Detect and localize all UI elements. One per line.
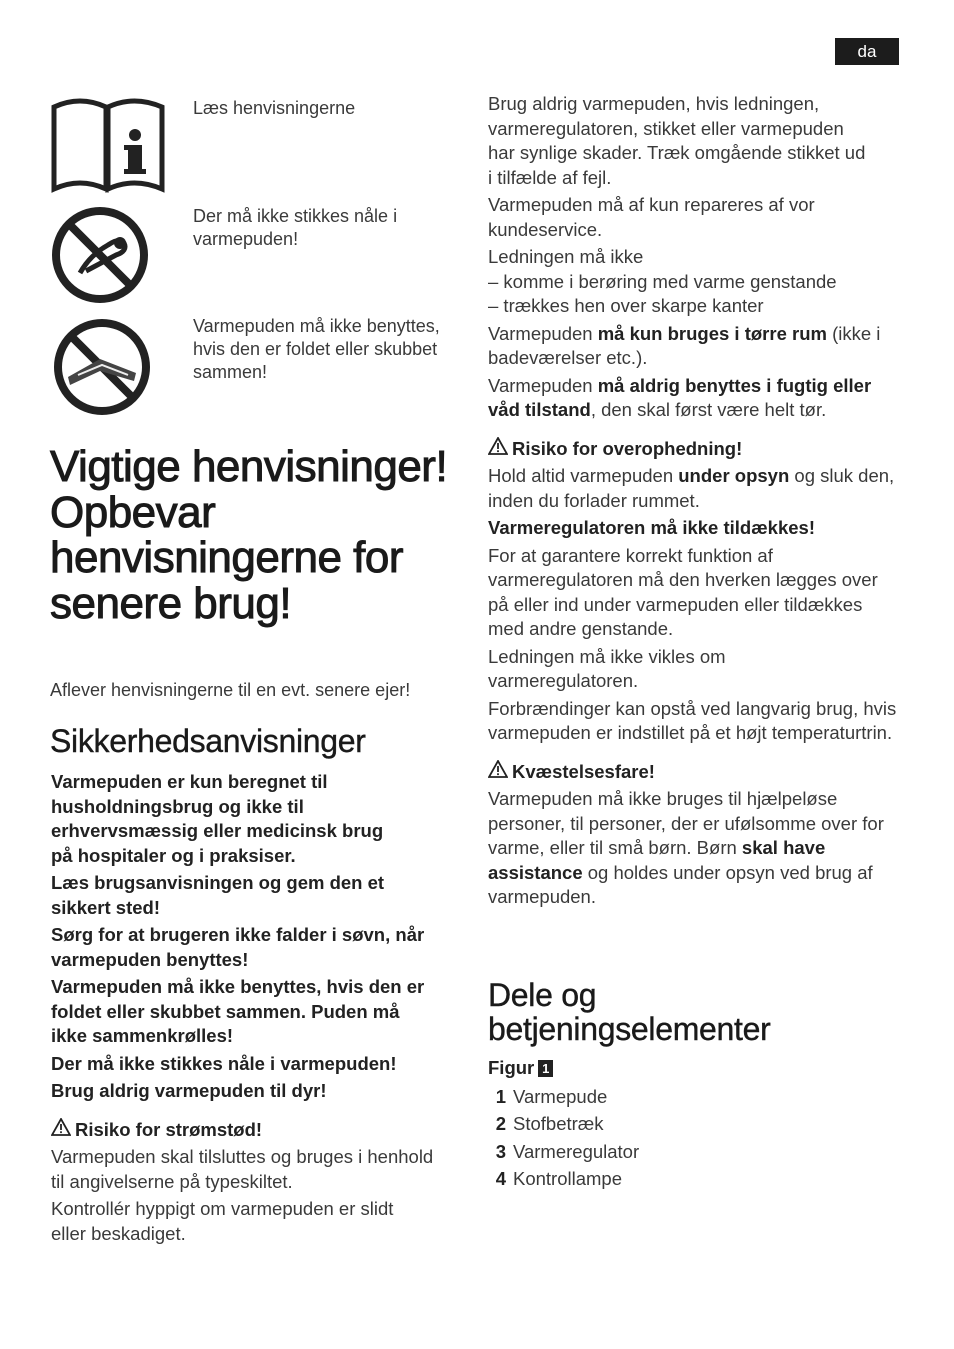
parts-heading: Dele og betjeningselementer xyxy=(488,977,771,1047)
safety-paragraph: Varmepuden må ikke benyttes, hvis den er foldet eller skubbet sammen. Puden må ikke sammenkrølles! xyxy=(51,976,425,1046)
language-badge: da xyxy=(835,38,899,65)
warning-triangle-icon xyxy=(51,1118,75,1143)
icon-caption: Varmepuden må ikke benyttes, hvis den er foldet eller skubbet sammen! xyxy=(193,316,440,382)
figure-number: 1 xyxy=(538,1060,553,1077)
safety-paragraph: Varmepuden er kun beregnet til husholdningsbrug og ikke til erhvervsmæssig eller medicinsk brug på hospitaler og i praksiser. xyxy=(51,771,384,866)
overheat-warning-heading: Risiko for overophedning! xyxy=(488,437,900,462)
safety-column xyxy=(51,770,451,1249)
list-item: 4 Kontrollampe xyxy=(495,1168,623,1189)
dash-item: – trækkes hen over skarpe kanter xyxy=(488,295,764,316)
shock-warning-heading: Risiko for strømstød! xyxy=(51,1118,451,1143)
icon-caption: Læs henvisningerne xyxy=(193,98,356,118)
right-paragraph: Brug aldrig varmepuden, hvis ledningen, varmeregulatoren, stikket eller varmepuden har synlige skader. Træk omgående stikket ud i tilfælde af fejl. xyxy=(488,93,866,188)
overheat-paragraph: Forbrændinger kan opstå ved langvarig brug, hvis varmepuden er indstillet på et højt temperaturtrin. xyxy=(488,697,897,743)
right-column xyxy=(488,92,900,913)
shock-paragraph: Varmepuden skal tilsluttes og bruges i henhold til angivelserne på typeskiltet. xyxy=(51,1146,434,1192)
dash-item: – komme i berøring med varme genstande xyxy=(488,270,837,292)
list-item: 3 Varmeregulator xyxy=(495,1140,640,1162)
parts-section xyxy=(488,1056,788,1195)
warning-triangle-icon xyxy=(488,437,512,462)
overheat-paragraph: Ledningen må ikke vikles om varmeregulatoren. xyxy=(488,645,726,691)
safety-paragraph: Brug aldrig varmepuden til dyr! xyxy=(51,1080,327,1101)
shock-paragraph: Kontrollér hyppigt om varmepuden er slidt eller beskadiget. xyxy=(51,1198,394,1244)
injury-paragraph: Varmepuden må ikke bruges til hjælpeløse personer, til personer, der er ufølsomme over for varme, eller til små børn. Børn skal have assistance og holdes under opsyn ved brug af varmepuden. xyxy=(488,788,884,907)
safety-heading: Sikkerhedsanvisninger xyxy=(50,723,366,759)
right-paragraph: Varmepuden må aldrig benyttes i fugtig eller våd tilstand, den skal først være helt tør. xyxy=(488,374,872,420)
overheat-bold-line: Varmeregulatoren må ikke tildækkes! xyxy=(488,517,815,538)
right-paragraph: Ledningen må ikke xyxy=(488,246,644,267)
safety-paragraph: Læs brugsanvisningen og gem den et sikkert sted! xyxy=(51,872,385,918)
safety-paragraph: Der må ikke stikkes nåle i varmepuden! xyxy=(51,1052,397,1074)
list-item: 1 Varmepude xyxy=(495,1085,608,1107)
parts-list xyxy=(488,1085,788,1192)
overheat-paragraph: For at garantere korrekt funktion af varmeregulatoren må den hverken lægges over på eller ind under varmepuden eller tildækkes med andre genstande. xyxy=(488,544,878,639)
page-title: Vigtige henvisninger! Opbevar henvisningerne for senere brug! xyxy=(50,442,448,628)
overheat-paragraph: Hold altid varmepuden under opsyn og sluk den, inden du forlader rummet. xyxy=(488,465,895,511)
info-book-icon xyxy=(50,97,168,197)
icon-caption: Der må ikke stikkes nåle i varmepuden! xyxy=(193,206,398,249)
no-folding-icon xyxy=(50,315,168,415)
list-item: 2 Stofbetræk xyxy=(495,1113,604,1134)
page-subtitle: Aflever henvisningerne til en evt. senere ejer! xyxy=(50,680,411,700)
no-needles-icon xyxy=(50,205,168,305)
right-paragraph: Varmepuden må kun bruges i tørre rum (ikke i badeværelser etc.). xyxy=(488,322,881,368)
figure-label: Figur 1 xyxy=(488,1056,788,1081)
right-paragraph: Varmepuden må af kun repareres af vor kundeservice. xyxy=(488,194,815,240)
warning-triangle-icon xyxy=(488,760,512,785)
injury-warning-heading: Kvæstelsesfare! xyxy=(488,760,900,785)
safety-paragraph: Sørg for at brugeren ikke falder i søvn, når varmepuden benyttes! xyxy=(51,924,425,970)
